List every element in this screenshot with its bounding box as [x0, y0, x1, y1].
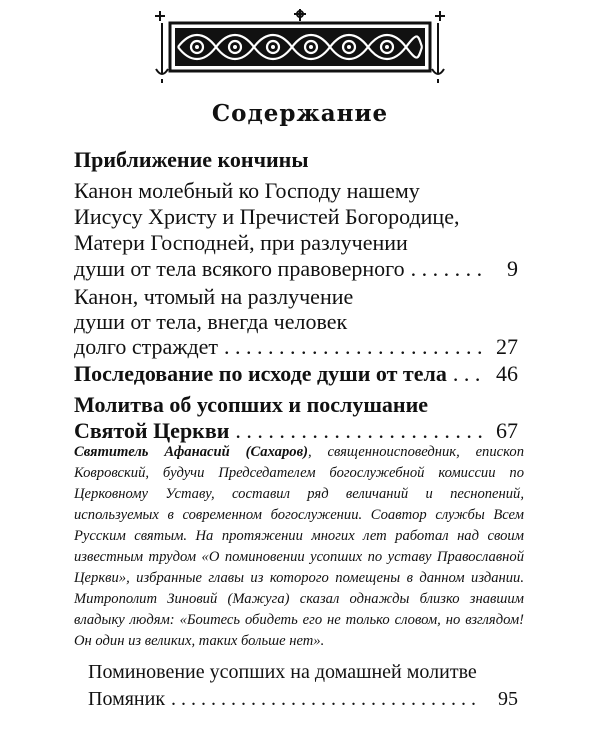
entry-line: Канон, чтомый на разлучение — [74, 284, 354, 309]
page-number: 27 — [496, 334, 518, 359]
toc-entry-row[interactable] — [74, 418, 518, 444]
section-heading: Последование по исходе души от тела — [74, 361, 447, 386]
ornamental-header-icon — [150, 5, 450, 85]
section-heading: Молитва об усопших и послушание — [74, 392, 429, 417]
dot-leader — [411, 256, 482, 282]
note-text: , священноисповедник, епископ Ковровский, будучи Председателем богослужебной комиссии по Церковному Уставу, составил ряд величаний и песнопений, используемых в современном богослужении. Соавтор службы Всем Русским святым. На протяжении многих лет работал над своим известным трудом «О поминовении усопших по уставу Православной Церкви», избранные главы из которого помещены в данном издании. Митрополит Зиновий (Мажуга) сказал однажды близко знавшим владыку людям: «Боитесь обидеть его не только словом, но взглядом! Он один из великих, таких больше нет». — [74, 444, 524, 649]
entry-line: Матери Господней, при разлучении — [74, 230, 408, 255]
entry-line: долго страждет — [74, 334, 219, 359]
entry-line: души от тела всякого правоверного — [74, 256, 405, 281]
section-heading: Святой Церкви — [74, 418, 230, 443]
page-number: 67 — [496, 418, 518, 443]
toc-entry-row[interactable] — [88, 686, 518, 712]
toc-entry-row[interactable] — [74, 256, 518, 282]
entry-line: Канон молебный ко Господу нашему — [74, 178, 420, 203]
page-number: 95 — [498, 688, 518, 710]
page-number: 46 — [496, 361, 518, 386]
entry-line: Помяник — [88, 688, 166, 710]
section-heading: Приближение кончины — [74, 147, 309, 172]
dot-leader — [171, 686, 482, 712]
entry-line: Поминовение усопших на домашней молитве — [88, 661, 477, 683]
dot-leader — [235, 418, 482, 444]
page-number: 9 — [507, 256, 518, 281]
entry-line: Иисусу Христу и Пречистей Богородице, — [74, 204, 460, 229]
toc-entry-row[interactable] — [74, 361, 518, 387]
dot-leader — [224, 334, 482, 360]
entry-line: души от тела, внегда человек — [74, 309, 348, 334]
dot-leader — [453, 361, 482, 387]
page-title: Содержание — [211, 100, 389, 127]
biographical-note — [74, 442, 524, 652]
note-author-name: Святитель Афанасий (Сахаров) — [74, 444, 308, 460]
toc-entry-row[interactable] — [74, 334, 518, 360]
